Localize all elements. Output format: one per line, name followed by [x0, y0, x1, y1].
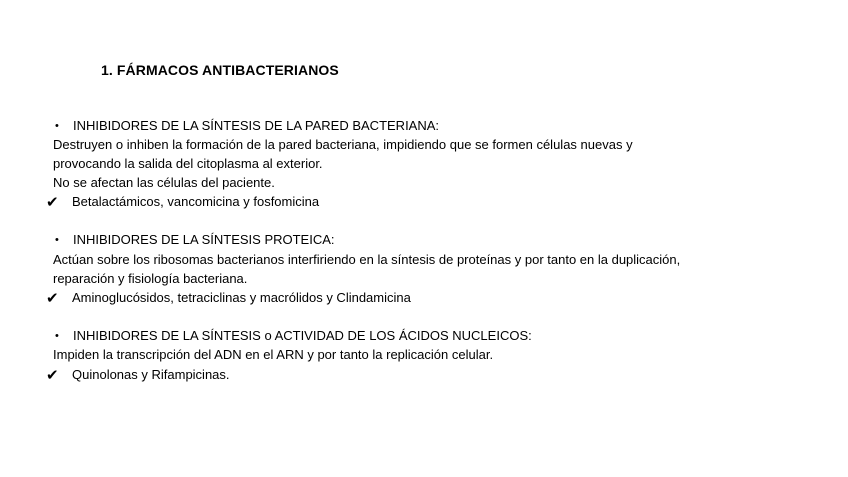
section-heading-text: INHIBIDORES DE LA SÍNTESIS PROTEICA:	[73, 232, 335, 247]
examples-row-nucleic-acids	[46, 365, 230, 385]
slide-title: 1. FÁRMACOS ANTIBACTERIANOS	[101, 62, 339, 78]
examples-text: Quinolonas y Rifampicinas.	[72, 367, 230, 382]
section-description-line: No se afectan las células del paciente.	[53, 175, 275, 190]
checkmark-icon: ✔	[46, 194, 59, 211]
section-description-line: provocando la salida del citoplasma al exterior.	[53, 156, 323, 171]
bullet-icon: •	[55, 120, 59, 132]
section-description-line: reparación y fisiología bacteriana.	[53, 271, 248, 286]
examples-text: Betalactámicos, vancomicina y fosfomicina	[72, 194, 320, 209]
bullet-icon: •	[55, 330, 59, 342]
section-heading-cell-wall	[55, 116, 439, 136]
section-heading-protein-synthesis	[55, 230, 335, 250]
checkmark-icon: ✔	[46, 367, 59, 384]
section-heading-text: INHIBIDORES DE LA SÍNTESIS o ACTIVIDAD DE LOS ÁCIDOS NUCLEICOS:	[73, 328, 532, 343]
section-description-line: Impiden la transcripción del ADN en el ARN y por tanto la replicación celular.	[53, 347, 494, 362]
examples-text: Aminoglucósidos, tetraciclinas y macrólidos y Clindamicina	[72, 290, 411, 305]
section-description-line: Actúan sobre los ribosomas bacterianos interfiriendo en la síntesis de proteínas y por tanto en la duplicación,	[53, 252, 681, 267]
bullet-icon: •	[55, 234, 59, 246]
checkmark-icon: ✔	[46, 290, 59, 307]
section-heading-text: INHIBIDORES DE LA SÍNTESIS DE LA PARED BACTERIANA:	[73, 118, 440, 133]
examples-row-protein-synthesis	[46, 288, 411, 308]
section-heading-nucleic-acids	[55, 326, 532, 346]
section-description-line: Destruyen o inhiben la formación de la pared bacteriana, impidiendo que se formen células nuevas y	[53, 137, 633, 152]
examples-row-cell-wall	[46, 192, 319, 212]
